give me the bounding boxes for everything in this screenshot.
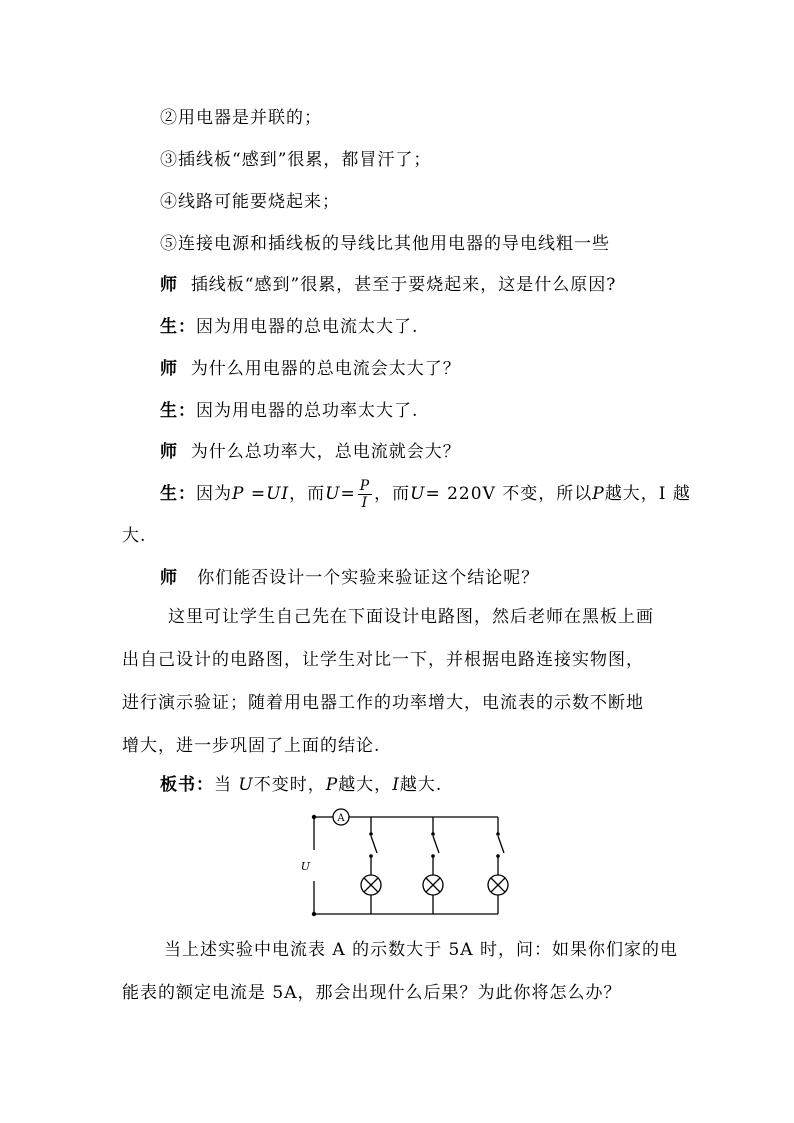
board-label: 板书： <box>160 775 214 795</box>
board-text: 越大， <box>338 775 393 795</box>
terminal-top <box>312 815 316 819</box>
teacher-line-1 <box>160 273 616 297</box>
fraction-numerator: P <box>359 478 371 494</box>
board-text: 不变时， <box>253 775 326 795</box>
student-label: 生： <box>160 484 196 504</box>
student-text: 因为用电器的总电流太大了. <box>196 317 419 337</box>
fraction-p-over-i <box>358 478 372 511</box>
student-label: 生： <box>160 401 196 421</box>
student-line-3-cont: 大. <box>122 526 147 546</box>
terminal-bottom <box>312 912 316 916</box>
var-u: U <box>410 484 426 504</box>
student-text: = 220V 不变，所以 <box>425 484 593 504</box>
var-i: I <box>392 775 400 795</box>
teacher-label: 师 <box>160 359 178 379</box>
teacher-label: 师 <box>160 568 178 588</box>
var-u: U <box>238 775 254 795</box>
fraction-denominator: I <box>361 495 369 511</box>
student-text: 因为用电器的总功率太大了. <box>196 401 419 421</box>
teacher-text: 插线板“感到”很累，甚至于要烧起来，这是什么原因? <box>190 275 617 295</box>
paragraph-line-3: 进行演示验证；随着用电器工作的功率增大，电流表的示数不断地 <box>122 693 644 713</box>
teacher-line-4 <box>160 566 539 590</box>
student-label: 生： <box>160 317 196 337</box>
student-text: ，而 <box>289 484 326 504</box>
student-line-3 <box>160 478 691 511</box>
list-item-3: ③插线板“感到”很累，都冒汗了； <box>160 150 432 170</box>
paragraph-line-2: 出自己设计的电路图，让学生对比一下，并根据电路连接实物图， <box>122 650 644 670</box>
parallel-circuit-diagram <box>300 803 520 921</box>
source-label: U <box>300 860 310 873</box>
teacher-label: 师 <box>160 442 178 462</box>
equation-power: P =UI <box>232 484 290 504</box>
student-line-2 <box>160 399 418 423</box>
board-note <box>160 773 442 797</box>
ammeter-label: A <box>337 813 345 824</box>
student-text: ，而 <box>374 484 411 504</box>
board-text: 当 <box>214 775 232 795</box>
list-item-4: ④线路可能要烧起来； <box>160 192 340 212</box>
student-line-1 <box>160 315 418 339</box>
equation-u: U= <box>325 484 356 504</box>
teacher-text: 你们能否设计一个实验来验证这个结论呢？ <box>197 568 540 588</box>
var-p: P <box>592 484 605 504</box>
switch-3 <box>498 836 504 853</box>
teacher-line-3 <box>160 440 461 464</box>
teacher-text: 为什么总功率大，总电流就会大？ <box>190 442 461 462</box>
switch-2 <box>433 836 439 853</box>
paragraph-line-1: 这里可让学生自己先在下面设计电路图，然后老师在黑板上画 <box>168 607 654 627</box>
question-line-1: 当上述实验中电流表 A 的示数大于 5A 时，问：如果你们家的电 <box>164 940 678 960</box>
paragraph-line-4: 增大，进一步巩固了上面的结论. <box>122 736 381 756</box>
student-text: 因为 <box>196 484 232 504</box>
branch-2 <box>423 817 443 914</box>
teacher-text: 为什么用电器的总电流会太大了？ <box>190 359 461 379</box>
var-p: P <box>325 775 339 795</box>
branch-3 <box>488 817 508 914</box>
board-text: 越大. <box>399 775 443 795</box>
teacher-label: 师 <box>160 275 178 295</box>
switch-1 <box>371 836 377 853</box>
branch-1 <box>361 817 381 914</box>
teacher-line-2 <box>160 357 461 381</box>
question-line-2: 能表的额定电流是 5A，那会出现什么后果？为此你将怎么办？ <box>122 983 622 1003</box>
list-item-5: ⑤连接电源和插线板的导线比其他用电器的导电线粗一些 <box>160 234 610 254</box>
student-text: 越大，I 越 <box>604 484 691 504</box>
list-item-2: ②用电器是并联的； <box>160 108 322 128</box>
